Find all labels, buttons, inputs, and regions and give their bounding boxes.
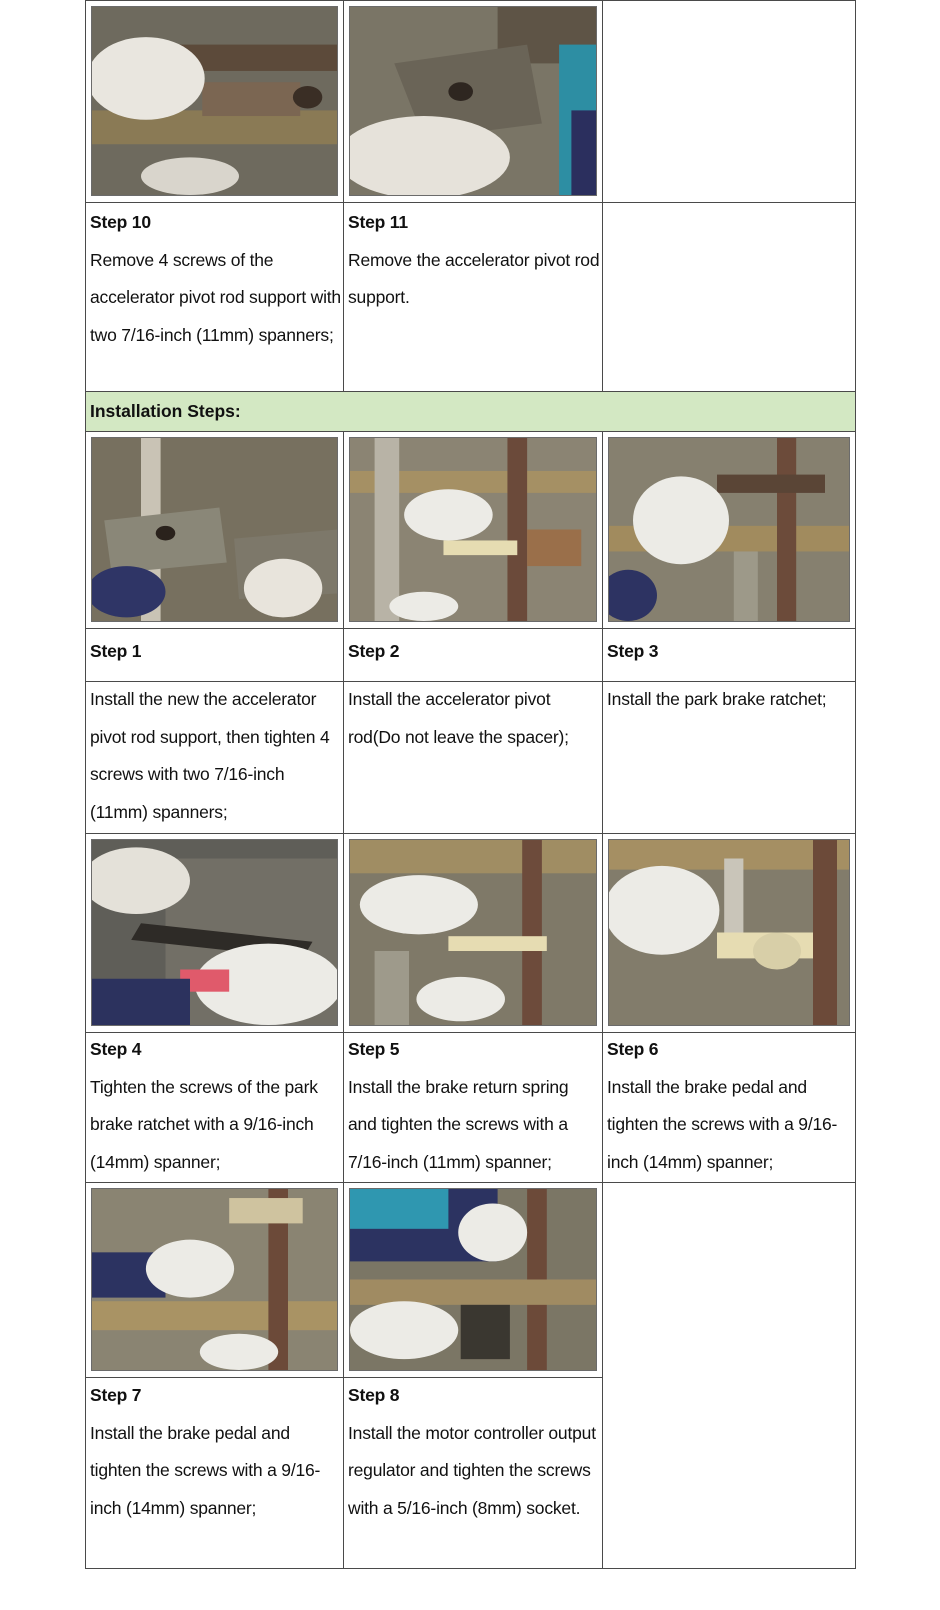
text-cell-step-7 (85, 1378, 343, 1569)
step-description: Install the park brake ratchet; (607, 689, 827, 709)
empty-cell (602, 0, 856, 203)
text-row-removal (85, 203, 856, 392)
text-cell-step-11 (343, 203, 602, 392)
step-description: Install the accelerator pivot rod(Do not leave the spacer); (348, 689, 569, 747)
empty-cell (602, 1183, 856, 1378)
step-description: Tighten the screws of the park brake ratchet with a 9/16-inch (14mm) spanner; (90, 1076, 318, 1172)
photo-step-3 (608, 437, 850, 622)
step-label: Step 3 (607, 641, 659, 661)
photo-row-2 (85, 834, 856, 1033)
photo-cell-step-5 (343, 834, 602, 1033)
photo-step-7 (91, 1188, 338, 1371)
photo-cell-step-6 (602, 834, 856, 1033)
photo-cell-step-4 (85, 834, 343, 1033)
photo-step-10 (91, 6, 338, 196)
desc-row-1 (85, 682, 856, 834)
text-cell-step-4 (85, 1033, 343, 1183)
photo-step-6 (608, 839, 850, 1026)
text-cell-step-8 (343, 1378, 602, 1569)
photo-cell-step-10 (85, 0, 343, 203)
photo-row-3 (85, 1183, 856, 1378)
step-description: Install the motor controller output regulator and tighten the screws with a 5/16-inch (8mm) socket. (348, 1422, 596, 1518)
step-label: Step 8 (348, 1385, 400, 1405)
photo-step-8 (349, 1188, 597, 1371)
photo-step-1 (91, 437, 338, 622)
text-cell-step-5 (343, 1033, 602, 1183)
desc-cell-step-1 (85, 682, 343, 834)
photo-cell-step-7 (85, 1183, 343, 1378)
photo-cell-step-2 (343, 432, 602, 629)
empty-cell (602, 203, 856, 392)
photo-cell-step-1 (85, 432, 343, 629)
photo-step-4 (91, 839, 338, 1026)
text-row-2 (85, 1033, 856, 1183)
label-cell-step-3 (602, 629, 856, 682)
text-cell-step-10 (85, 203, 343, 392)
step-description: Install the brake pedal and tighten the screws with a 9/16-inch (14mm) spanner; (607, 1076, 838, 1172)
photo-cell-step-8 (343, 1183, 602, 1378)
label-row-1 (85, 629, 856, 682)
step-description: Remove the accelerator pivot rod support. (348, 249, 600, 307)
step-label: Step 6 (607, 1039, 659, 1059)
step-label: Step 1 (90, 641, 142, 661)
empty-cell (602, 1378, 856, 1569)
step-description: Install the new the accelerator pivot rod support, then tighten 4 screws with two 7/16-inch (11mm) spanners; (90, 689, 330, 822)
photo-row-1 (85, 432, 856, 629)
section-title: Installation Steps: (90, 401, 241, 421)
section-header-installation (85, 392, 856, 432)
step-label: Step 2 (348, 641, 400, 661)
step-label: Step 4 (90, 1039, 142, 1059)
label-cell-step-1 (85, 629, 343, 682)
step-label: Step 10 (90, 212, 151, 232)
label-cell-step-2 (343, 629, 602, 682)
step-label: Step 5 (348, 1039, 400, 1059)
photo-cell-step-11 (343, 0, 602, 203)
photo-step-11 (349, 6, 597, 196)
text-cell-step-6 (602, 1033, 856, 1183)
step-label: Step 11 (348, 212, 408, 232)
step-description: Remove 4 screws of the accelerator pivot rod support with two 7/16-inch (11mm) spanners; (90, 249, 341, 345)
text-row-3 (85, 1378, 856, 1569)
step-description: Install the brake return spring and tighten the screws with a 7/16-inch (11mm) spanner; (348, 1076, 569, 1172)
photo-step-5 (349, 839, 597, 1026)
desc-cell-step-3 (602, 682, 856, 834)
photo-row-removal (85, 0, 856, 203)
desc-cell-step-2 (343, 682, 602, 834)
photo-cell-step-3 (602, 432, 856, 629)
photo-step-2 (349, 437, 597, 622)
step-description: Install the brake pedal and tighten the screws with a 9/16-inch (14mm) spanner; (90, 1422, 321, 1518)
step-label: Step 7 (90, 1385, 142, 1405)
